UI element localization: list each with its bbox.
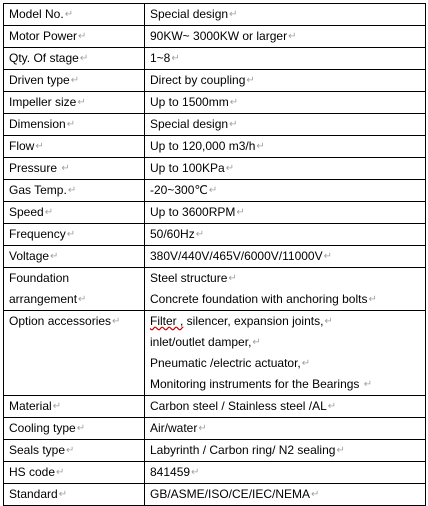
row-value: Special design	[150, 7, 229, 21]
row-value: Up to 1500mm	[150, 95, 229, 109]
table-row	[4, 396, 426, 418]
paragraph-mark-icon: ↵	[336, 445, 345, 456]
row-label-cell	[4, 136, 145, 158]
row-value: 841459	[150, 465, 191, 479]
row-value: Carbon steel / Stainless steel /AL	[150, 399, 327, 413]
row-label: Frequency	[9, 227, 66, 241]
row-value-cell	[145, 440, 426, 462]
specification-table	[3, 3, 426, 506]
table-row	[4, 202, 426, 224]
row-label: Gas Temp.	[9, 183, 67, 197]
paragraph-mark-icon: ↵	[66, 445, 75, 456]
paragraph-mark-icon: ↵	[78, 294, 87, 305]
paragraph-mark-icon: ↵	[229, 97, 239, 108]
row-label-cell	[4, 396, 145, 418]
table-row	[4, 418, 426, 440]
row-value-cell	[145, 180, 426, 202]
row-value-cell	[145, 396, 426, 418]
row-value-cell	[145, 268, 426, 311]
row-label: Standard	[9, 487, 58, 501]
table-row	[4, 180, 426, 202]
row-label-cell	[4, 26, 145, 48]
row-value-cell	[145, 70, 426, 92]
row-value-cell	[145, 484, 426, 506]
table-row	[4, 484, 426, 506]
paragraph-mark-icon: ↵	[61, 163, 70, 174]
row-value: Up to 100KPa	[150, 161, 225, 175]
row-label: arrangement	[9, 292, 78, 306]
paragraph-mark-icon: ↵	[324, 316, 333, 327]
row-label: Cooling type	[9, 421, 76, 435]
paragraph-mark-icon: ↵	[246, 75, 255, 86]
paragraph-mark-icon: ↵	[77, 97, 86, 108]
row-value: Monitoring instruments for the Bearings	[150, 377, 363, 391]
table-row	[4, 48, 426, 70]
row-label-cell	[4, 4, 145, 26]
row-value: Direct by coupling	[150, 73, 246, 87]
paragraph-mark-icon: ↵	[225, 163, 235, 174]
paragraph-mark-icon: ↵	[301, 358, 311, 369]
row-label-cell	[4, 440, 145, 462]
row-value-line	[150, 374, 425, 395]
row-value: Steel structure	[150, 271, 228, 285]
paragraph-mark-icon: ↵	[79, 53, 89, 64]
paragraph-mark-icon: ↵	[112, 316, 121, 327]
row-label-cell	[4, 224, 145, 246]
paragraph-mark-icon: ↵	[52, 401, 62, 412]
row-value: Up to 120,000 m3/h	[150, 139, 256, 153]
row-value: 1~8	[150, 51, 171, 65]
row-value: Pneumatic /electric actuator,	[150, 356, 301, 370]
row-value: -20~300℃	[150, 183, 208, 197]
row-value-cell	[145, 202, 426, 224]
row-label: Voltage	[9, 249, 50, 263]
paragraph-mark-icon: ↵	[56, 467, 65, 478]
row-label: Material	[9, 399, 52, 413]
row-value-cell	[145, 224, 426, 246]
paragraph-mark-icon: ↵	[236, 207, 245, 218]
row-label: Model No.	[9, 7, 64, 21]
paragraph-mark-icon: ↵	[70, 75, 80, 86]
row-value-cell	[145, 136, 426, 158]
row-label: HS code	[9, 465, 56, 479]
row-label: Pressure	[9, 161, 61, 175]
row-label: Seals type	[9, 443, 66, 457]
row-value: GB/ASME/ISO/CE/IEC/NEMA	[150, 487, 311, 501]
paragraph-mark-icon: ↵	[66, 119, 76, 130]
paragraph-mark-icon: ↵	[288, 31, 297, 42]
table-row	[4, 268, 426, 311]
paragraph-mark-icon: ↵	[368, 294, 377, 305]
paragraph-mark-icon: ↵	[229, 119, 238, 130]
row-value: Air/water	[150, 421, 198, 435]
table-row	[4, 70, 426, 92]
paragraph-mark-icon: ↵	[35, 141, 44, 152]
paragraph-mark-icon: ↵	[363, 379, 373, 390]
row-value-cell	[145, 158, 426, 180]
row-value: Labyrinth / Carbon ring/ N2 sealing	[150, 443, 336, 457]
row-label: Speed	[9, 205, 44, 219]
paragraph-mark-icon: ↵	[256, 141, 265, 152]
row-value-cell	[145, 26, 426, 48]
paragraph-mark-icon: ↵	[327, 401, 337, 412]
paragraph-mark-icon: ↵	[66, 229, 76, 240]
row-label-cell	[4, 114, 145, 136]
row-label-line	[9, 289, 144, 310]
row-label: Motor Power	[9, 29, 78, 43]
row-value: Special design	[150, 117, 229, 131]
spellcheck-underlined-text: Filter ,	[150, 314, 184, 328]
paragraph-mark-icon: ↵	[78, 31, 87, 42]
row-label: Flow	[9, 139, 35, 153]
row-value-cell	[145, 246, 426, 268]
row-label: Qty. Of stage	[9, 51, 79, 65]
row-label-cell	[4, 268, 145, 311]
table-row	[4, 114, 426, 136]
paragraph-mark-icon: ↵	[228, 273, 237, 284]
table-row	[4, 26, 426, 48]
table-row	[4, 136, 426, 158]
paragraph-mark-icon: ↵	[311, 489, 320, 500]
paragraph-mark-icon: ↵	[67, 185, 77, 196]
row-label-cell	[4, 246, 145, 268]
row-label-cell	[4, 158, 145, 180]
row-label: Driven type	[9, 73, 70, 87]
row-label: Impeller size	[9, 95, 77, 109]
paragraph-mark-icon: ↵	[229, 9, 238, 20]
row-value: inlet/outlet damper,	[150, 335, 252, 349]
table-row	[4, 246, 426, 268]
row-value-cell	[145, 311, 426, 396]
row-label: Dimension	[9, 117, 66, 131]
row-value: 50/60Hz	[150, 227, 195, 241]
paragraph-mark-icon: ↵	[208, 185, 218, 196]
row-value-cell	[145, 462, 426, 484]
row-label: Option accessories	[9, 314, 112, 328]
row-value-cell	[145, 418, 426, 440]
row-label-cell	[4, 418, 145, 440]
paragraph-mark-icon: ↵	[198, 423, 207, 434]
row-label-cell	[4, 180, 145, 202]
row-label-cell	[4, 462, 145, 484]
paragraph-mark-icon: ↵	[58, 489, 68, 500]
paragraph-mark-icon: ↵	[252, 337, 261, 348]
row-value-line	[150, 311, 425, 332]
row-label-line	[9, 268, 144, 289]
paragraph-mark-icon: ↵	[44, 207, 54, 218]
row-label-cell	[4, 48, 145, 70]
row-value-cell	[145, 92, 426, 114]
row-value: silencer, expansion joints,	[183, 314, 324, 328]
paragraph-mark-icon: ↵	[171, 53, 180, 64]
row-value: Concrete foundation with anchoring bolts	[150, 292, 368, 306]
table-row	[4, 440, 426, 462]
paragraph-mark-icon: ↵	[191, 467, 200, 478]
row-value: 90KW~ 3000KW or larger	[150, 29, 288, 43]
row-value-line	[150, 289, 425, 310]
row-label-cell	[4, 311, 145, 396]
row-value: 380V/440V/465V/6000V/11000V	[150, 249, 323, 263]
table-row	[4, 92, 426, 114]
paragraph-mark-icon: ↵	[64, 9, 74, 20]
row-label-cell	[4, 202, 145, 224]
row-value-cell	[145, 114, 426, 136]
row-value-cell	[145, 48, 426, 70]
paragraph-mark-icon: ↵	[195, 229, 205, 240]
table-row	[4, 311, 426, 396]
row-value-line	[150, 353, 425, 374]
table-row	[4, 462, 426, 484]
row-value-line	[150, 268, 425, 289]
table-row	[4, 158, 426, 180]
row-label-cell	[4, 484, 145, 506]
table-row	[4, 4, 426, 26]
row-label: Foundation	[9, 271, 70, 285]
row-label-cell	[4, 92, 145, 114]
paragraph-mark-icon: ↵	[76, 423, 86, 434]
row-value: Up to 3600RPM	[150, 205, 236, 219]
row-value-cell	[145, 4, 426, 26]
paragraph-mark-icon: ↵	[323, 251, 332, 262]
row-value-line	[150, 332, 425, 353]
table-row	[4, 224, 426, 246]
paragraph-mark-icon: ↵	[50, 251, 59, 262]
row-label-cell	[4, 70, 145, 92]
